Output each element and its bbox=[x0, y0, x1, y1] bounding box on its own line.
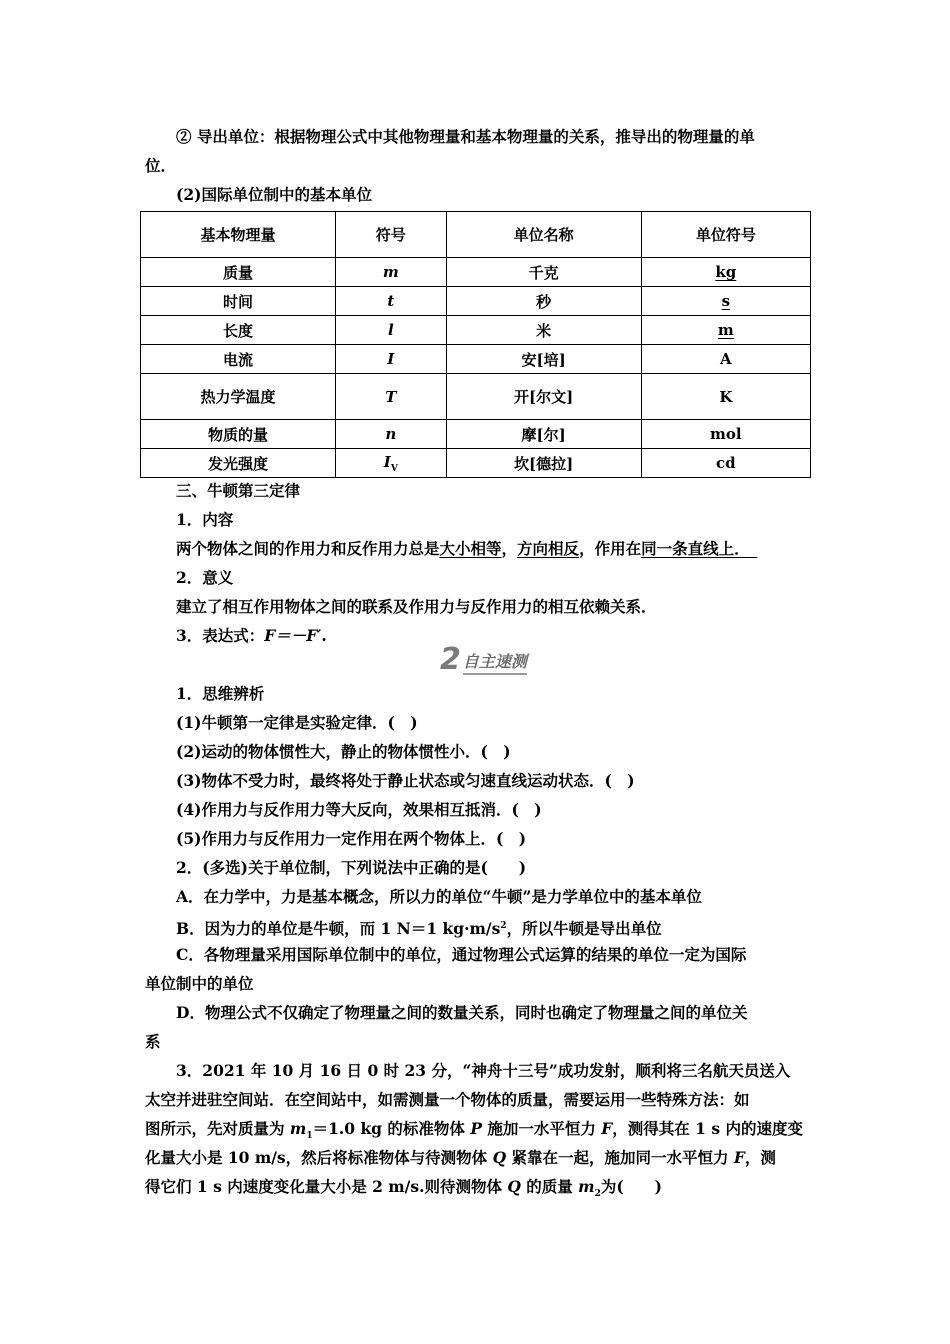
cell-unit-name: 坎[德拉] bbox=[446, 449, 641, 478]
cell-unit-name: 千克 bbox=[446, 258, 641, 287]
header-unit-symbol: 单位符号 bbox=[641, 212, 810, 258]
cell-unit-name: 安[培] bbox=[446, 345, 641, 374]
badge-text: 自主速测 bbox=[463, 652, 527, 675]
question-1-item: (5)作用力与反作用力一定作用在两个物体上．( ) bbox=[176, 829, 527, 848]
question-2-stem: 2．(多选)关于单位制，下列说法中正确的是( ) bbox=[176, 858, 527, 877]
content-title: 1．内容 bbox=[176, 510, 234, 529]
question-1-item: (1)牛顿第一定律是实验定律．( ) bbox=[176, 713, 418, 732]
cell-quantity: 热力学温度 bbox=[141, 374, 336, 420]
cell-unit-name: 开[尔文] bbox=[446, 374, 641, 420]
question-3-line-5: 得它们 1 s 内速度变化量大小是 2 m/s.则待测物体 Q 的质量 $m_2$为( ) bbox=[145, 1177, 663, 1200]
cell-quantity: 发光强度 bbox=[141, 449, 336, 478]
cell-unit-symbol: K bbox=[641, 374, 810, 420]
cell-unit-symbol: kg bbox=[641, 258, 810, 287]
question-1-item: (4)作用力与反作用力等大反向，效果相互抵消．( ) bbox=[176, 800, 542, 819]
question-1-title: 1．思维辨析 bbox=[176, 684, 265, 703]
table-row bbox=[141, 449, 811, 478]
table-row bbox=[141, 374, 811, 420]
cell-symbol: n bbox=[336, 420, 447, 449]
question-1-item: (2)运动的物体惯性大，静止的物体惯性小．( ) bbox=[176, 742, 511, 761]
table-row bbox=[141, 420, 811, 449]
cell-symbol: $I_V$ bbox=[336, 449, 447, 478]
cell-symbol: T bbox=[336, 374, 447, 420]
cell-symbol: l bbox=[336, 316, 447, 345]
cell-quantity: 物质的量 bbox=[141, 420, 336, 449]
cell-unit-symbol: cd bbox=[641, 449, 810, 478]
si-base-units-table bbox=[140, 211, 811, 478]
header-quantity: 基本物理量 bbox=[141, 212, 336, 258]
question-2-option-b: B．因为力的单位是牛顿，而 1 N＝1 $kg\cdot m/s^2$，所以牛顿是导出单位 bbox=[176, 919, 662, 939]
content-text: 两个物体之间的作用力和反作用力总是大小相等，方向相反，作用在同一条直线上． bbox=[176, 539, 742, 558]
table-row bbox=[141, 316, 811, 345]
meaning-title: 2．意义 bbox=[176, 568, 234, 587]
question-3-line-2: 太空并进驻空间站．在空间站中，如需测量一个物体的质量，需要运用一些特殊方法：如 bbox=[145, 1090, 750, 1109]
question-2-option-a: A．在力学中，力是基本概念，所以力的单位“牛顿”是力学单位中的基本单位 bbox=[176, 887, 702, 906]
header-unit-name: 单位名称 bbox=[446, 212, 641, 258]
question-2-option-d-line-1: D．物理公式不仅确定了物理量之间的数量关系，同时也确定了物理量之间的单位关 bbox=[176, 1003, 748, 1022]
cell-symbol: m bbox=[336, 258, 447, 287]
table-row bbox=[141, 258, 811, 287]
cell-unit-name: 米 bbox=[446, 316, 641, 345]
cell-quantity: 长度 bbox=[141, 316, 336, 345]
table-caption: (2)国际单位制中的基本单位 bbox=[176, 185, 372, 204]
table-header-row bbox=[141, 212, 811, 258]
cell-unit-name: 秒 bbox=[446, 287, 641, 316]
cell-unit-symbol: mol bbox=[641, 420, 810, 449]
question-3-line-3: 图所示，先对质量为 $m_1=1.0$ kg 的标准物体 P 施加一水平恒力 F，测得其在 1 s 内的速度变 bbox=[145, 1119, 803, 1142]
cell-unit-symbol: s bbox=[641, 287, 810, 316]
meaning-text: 建立了相互作用物体之间的联系及作用力与反作用力的相互依赖关系． bbox=[176, 597, 657, 616]
derived-unit-line-2: 位． bbox=[145, 156, 177, 175]
badge-number: 2 bbox=[440, 642, 461, 677]
section-heading: 三、牛顿第三定律 bbox=[176, 481, 301, 500]
question-2-option-c-line-2: 单位制中的单位 bbox=[145, 974, 254, 993]
cell-quantity: 质量 bbox=[141, 258, 336, 287]
question-1-item: (3)物体不受力时，最终将处于静止状态或匀速直线运动状态．( ) bbox=[176, 771, 635, 790]
question-2-option-c-line-1: C．各物理量采用国际单位制中的单位，通过物理公式运算的结果的单位一定为国际 bbox=[176, 945, 747, 964]
cell-unit-symbol: A bbox=[641, 345, 810, 374]
table-row bbox=[141, 345, 811, 374]
self-test-badge bbox=[440, 642, 544, 677]
derived-unit-line-1: ② 导出单位：根据物理公式中其他物理量和基本物理量的关系，推导出的物理量的单 bbox=[176, 127, 755, 146]
question-3-line-1: 3．2021 年 10 月 16 日 0 时 23 分，“神舟十三号”成功发射，顺利将三名航天员送入 bbox=[176, 1061, 791, 1080]
formula-line: 3．表达式：F＝－F′. bbox=[176, 626, 327, 645]
question-3-line-4: 化量大小是 10 m/s，然后将标准物体与待测物体 Q 紧靠在一起，施加同一水平恒力 F，测 bbox=[145, 1148, 776, 1167]
cell-symbol: t bbox=[336, 287, 447, 316]
cell-symbol: I bbox=[336, 345, 447, 374]
cell-unit-name: 摩[尔] bbox=[446, 420, 641, 449]
cell-quantity: 电流 bbox=[141, 345, 336, 374]
header-symbol: 符号 bbox=[336, 212, 447, 258]
table-row bbox=[141, 287, 811, 316]
cell-unit-symbol: m bbox=[641, 316, 810, 345]
question-2-option-d-line-2: 系 bbox=[145, 1032, 161, 1051]
cell-quantity: 时间 bbox=[141, 287, 336, 316]
